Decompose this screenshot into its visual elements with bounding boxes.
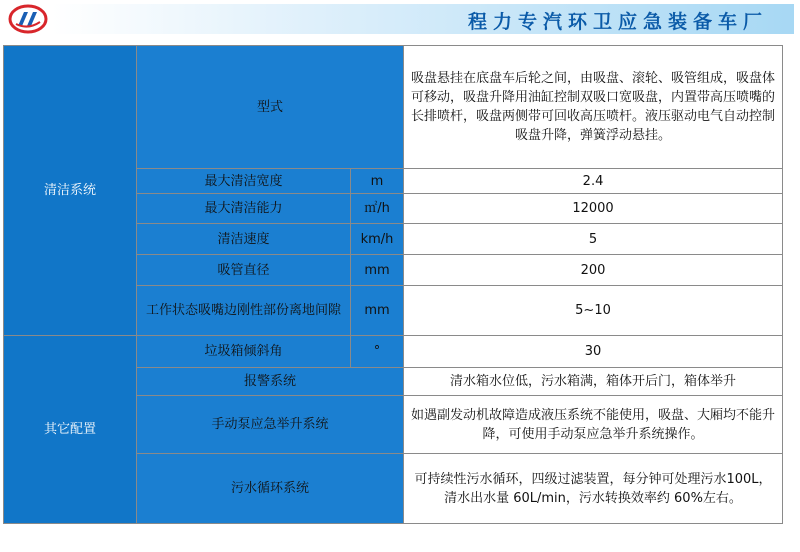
row-name: 清洁速度 — [137, 224, 351, 255]
row-name: 污水循环系统 — [137, 454, 404, 524]
table-row — [4, 336, 783, 368]
row-name: 最大清洁宽度 — [137, 169, 351, 194]
row-value: 2.4 — [404, 169, 783, 194]
row-unit: mm — [351, 286, 404, 336]
row-name: 垃圾箱倾斜角 — [137, 336, 351, 368]
row-name: 工作状态吸嘴边刚性部份离地间隙 — [137, 286, 351, 336]
row-value: 可持续性污水循环，四级过滤装置，每分钟可处理污水100L，清水出水量 60L/min，污水转换效率约 60%左右。 — [404, 454, 783, 524]
company-logo-icon — [8, 4, 48, 34]
row-value: 吸盘悬挂在底盘车后轮之间，由吸盘、滚轮、吸管组成，吸盘体可移动，吸盘升降用油缸控制双吸口宽吸盘，内置带高压喷嘴的长排喷杆，吸盘两侧带可回收高压喷杆。液压驱动电气自动控制吸盘升降，弹簧浮动悬挂。 — [404, 46, 783, 169]
row-value: 5 — [404, 224, 783, 255]
table-row — [4, 46, 783, 169]
row-name: 型式 — [137, 46, 404, 169]
page-title: 程力专汽环卫应急装备车厂 — [467, 11, 768, 33]
row-unit: ° — [351, 336, 404, 368]
row-unit: m — [351, 169, 404, 194]
row-unit: mm — [351, 255, 404, 286]
row-value: 200 — [404, 255, 783, 286]
row-name: 手动泵应急举升系统 — [137, 396, 404, 454]
group-label-other: 其它配置 — [4, 336, 137, 524]
row-name: 报警系统 — [137, 368, 404, 396]
page-header — [0, 0, 800, 38]
row-value: 30 — [404, 336, 783, 368]
spec-table — [3, 45, 783, 524]
row-value: 清水箱水位低，污水箱满，箱体开后门，箱体举升 — [404, 368, 783, 396]
row-name: 吸管直径 — [137, 255, 351, 286]
row-value: 5~10 — [404, 286, 783, 336]
row-name: 最大清洁能力 — [137, 194, 351, 224]
row-value: 12000 — [404, 194, 783, 224]
row-unit: ㎡/h — [351, 194, 404, 224]
title-banner — [52, 4, 794, 34]
row-unit: km/h — [351, 224, 404, 255]
row-value: 如遇副发动机故障造成液压系统不能使用，吸盘、大厢均不能升降，可使用手动泵应急举升系统操作。 — [404, 396, 783, 454]
group-label-cleaning: 清洁系统 — [4, 46, 137, 336]
